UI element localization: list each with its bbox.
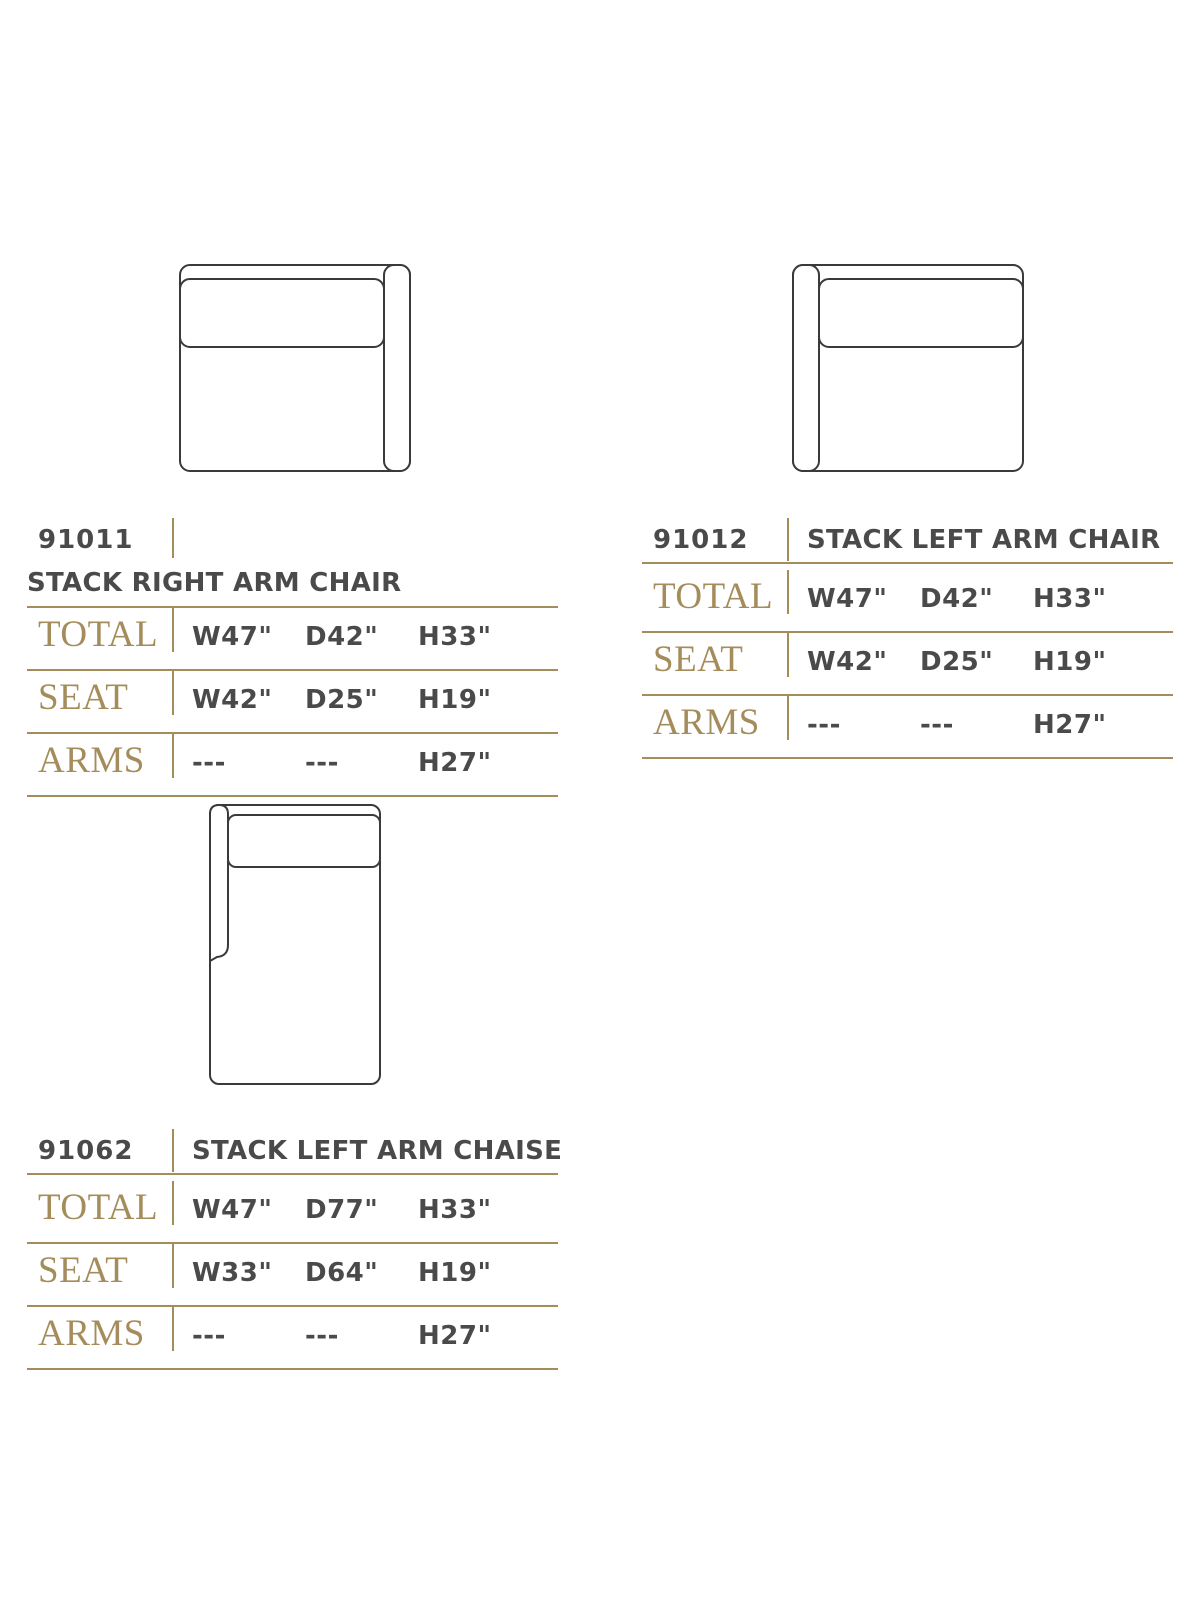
height-value: H27": [1033, 710, 1107, 740]
depth-value: D42": [920, 584, 994, 614]
dimension-row-total: [642, 570, 1173, 633]
row-label: ARMS: [653, 702, 760, 743]
depth-value: D25": [920, 647, 994, 677]
product-name: STACK RIGHT ARM CHAIR: [27, 568, 402, 598]
row-label: TOTAL: [38, 1187, 159, 1228]
height-value: H33": [1033, 584, 1107, 614]
height-value: H19": [418, 685, 492, 715]
divider: [642, 562, 1173, 564]
width-value: W33": [192, 1258, 273, 1288]
product-name: STACK LEFT ARM CHAISE: [192, 1136, 563, 1166]
depth-value: ---: [920, 710, 954, 740]
dimension-row-total: [27, 1181, 558, 1244]
dimension-row-arms: [27, 734, 558, 797]
dimension-row-seat: [27, 671, 558, 734]
depth-value: ---: [305, 748, 339, 778]
dimension-row-seat: [642, 633, 1173, 696]
width-value: W42": [807, 647, 888, 677]
left-arm-chair-icon: [791, 263, 1025, 473]
product-number: 91012: [653, 525, 749, 555]
row-label: TOTAL: [653, 576, 774, 617]
height-value: H27": [418, 748, 492, 778]
width-value: W47": [807, 584, 888, 614]
depth-value: D77": [305, 1195, 379, 1225]
dimension-row-seat: [27, 1244, 558, 1307]
row-label: SEAT: [38, 677, 129, 718]
dimension-row-arms: [642, 696, 1173, 759]
row-label: ARMS: [38, 1313, 145, 1354]
right-arm-chair-icon: [178, 263, 412, 473]
divider: [27, 1173, 558, 1175]
width-value: W47": [192, 1195, 273, 1225]
row-label: ARMS: [38, 740, 145, 781]
width-value: ---: [807, 710, 841, 740]
width-value: ---: [192, 1321, 226, 1351]
row-label: TOTAL: [38, 614, 159, 655]
dimension-row-arms: [27, 1307, 558, 1370]
depth-value: D42": [305, 622, 379, 652]
depth-value: D25": [305, 685, 379, 715]
height-value: H33": [418, 622, 492, 652]
row-label: SEAT: [38, 1250, 129, 1291]
depth-value: D64": [305, 1258, 379, 1288]
row-label: SEAT: [653, 639, 744, 680]
product-name: STACK LEFT ARM CHAIR: [807, 525, 1161, 555]
product-number: 91011: [38, 525, 134, 555]
height-value: H19": [418, 1258, 492, 1288]
width-value: W42": [192, 685, 273, 715]
dimension-row-total: [27, 608, 558, 671]
depth-value: ---: [305, 1321, 339, 1351]
height-value: H19": [1033, 647, 1107, 677]
product-number: 91062: [38, 1136, 134, 1166]
height-value: H27": [418, 1321, 492, 1351]
width-value: W47": [192, 622, 273, 652]
width-value: ---: [192, 748, 226, 778]
left-arm-chaise-icon: [208, 803, 382, 1086]
height-value: H33": [418, 1195, 492, 1225]
